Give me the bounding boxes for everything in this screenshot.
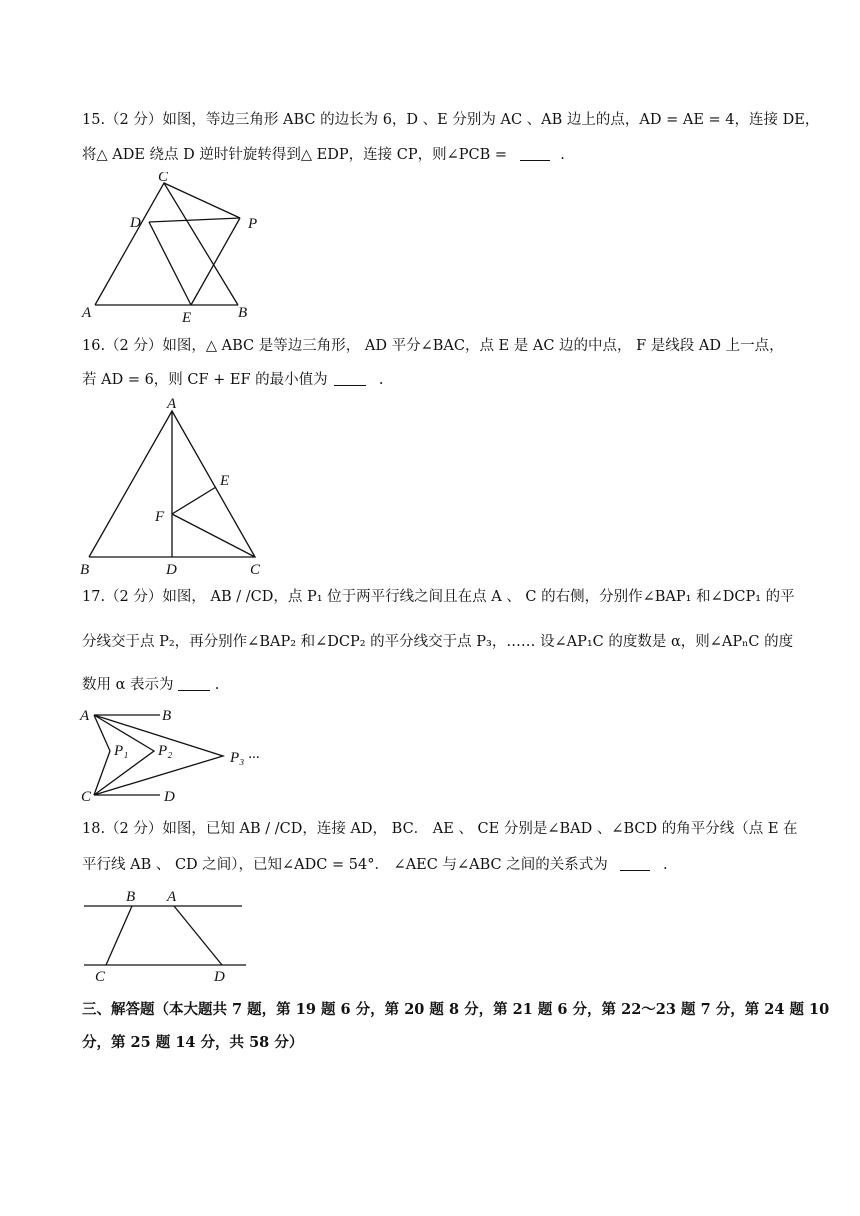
q18-answer-blank[interactable] <box>620 856 650 871</box>
q18-period: . <box>662 857 668 873</box>
q16-label-c: C <box>250 562 261 577</box>
q18-label-d: D <box>214 969 225 985</box>
q17-text-line3 <box>82 675 219 695</box>
q17-text-line1: 17.（2 分）如图， AB / /CD，点 P₁ 位于两平行线之间且在点 A 、 C 的右侧，分别作∠BAP₁ 和∠DCP₁ 的平 <box>82 589 795 605</box>
q18-segment-ad <box>174 906 222 965</box>
q15-label-c: C <box>158 172 169 185</box>
q15-triangle-sides <box>95 183 238 305</box>
q18-label-a: A <box>167 889 177 905</box>
q17-question-text: 数用 α 表示为 <box>82 677 174 693</box>
q16-text-line1: 16.（2 分）如图，△ ABC 是等边三角形， AD 平分∠BAC，点 E 是 AC 边的中点， F 是线段 AD 上一点， <box>82 338 784 354</box>
q17-label-d: D <box>164 789 175 805</box>
q17-period: . <box>214 677 220 693</box>
q16-answer-blank[interactable] <box>334 371 366 386</box>
q18-text-line1: 18.（2 分）如图，已知 AB / /CD，连接 AD， BC． AE 、 CE 分别是∠BAD 、∠BCD 的角平分线（点 E 在 <box>82 821 798 837</box>
q15-text-line1: 15.（2 分）如图，等边三角形 ABC 的边长为 6，D 、E 分别为 AC 、AB 边上的点，AD = AE = 4，连接 DE， <box>82 112 820 128</box>
q15-answer-blank[interactable] <box>520 146 550 161</box>
q15-segment-ep <box>191 218 240 305</box>
q15-figure <box>78 172 278 322</box>
q18-label-b: B <box>126 889 136 905</box>
q17-figure <box>78 700 278 810</box>
q16-period: . <box>378 372 384 388</box>
q15-label-d: D <box>130 215 141 231</box>
q18-text-line2 <box>82 855 668 875</box>
section3-heading-line1: 三、解答题（本大题共 7 题，第 19 题 6 分，第 20 题 8 分，第 21 题 6 分，第 22～23 题 7 分，第 24 题 10 <box>82 1001 830 1018</box>
q17-text-line2: 分线交于点 P₂，再分别作∠BAP₂ 和∠DCP₂ 的平分线交于点 P₃，…… 设∠AP₁C 的度数是 α，则∠APₙC 的度 <box>82 634 794 650</box>
q15-label-p: P <box>248 216 258 232</box>
q17-answer-blank[interactable] <box>178 676 210 691</box>
q16-label-d: D <box>166 562 177 577</box>
q17-label-p3: P₃ ··· <box>230 750 260 766</box>
q17-label-p1: P₁ <box>114 743 129 759</box>
q18-question-text: 平行线 AB 、 CD 之间），已知∠ADC = 54°． ∠AEC 与∠ABC 之间的关系式为 <box>82 857 608 873</box>
q17-label-a: A <box>80 708 90 724</box>
q17-label-b: B <box>162 708 172 724</box>
q18-segment-bc <box>106 906 132 965</box>
q16-label-b: B <box>80 562 90 577</box>
q15-label-e: E <box>182 310 192 322</box>
q15-text-line2 <box>82 145 565 165</box>
q16-question-text: 若 AD = 6，则 CF + EF 的最小值为 <box>82 372 328 388</box>
q15-label-a: A <box>82 305 92 321</box>
q18-label-c: C <box>95 969 106 985</box>
q15-question-text: 将△ ADE 绕点 D 逆时针旋转得到△ EDP，连接 CP，则∠PCB = <box>82 147 507 163</box>
section3-heading-line2: 分，第 25 题 14 分，共 58 分） <box>82 1034 304 1051</box>
q15-label-b: B <box>238 305 248 321</box>
q15-segment-de <box>149 222 191 305</box>
q17-label-p2: P₂ <box>158 743 173 759</box>
q16-label-a: A <box>167 396 177 412</box>
q15-segment-dp <box>149 218 240 222</box>
q16-segment-fe <box>172 487 216 514</box>
q17-label-c: C <box>81 789 92 805</box>
q17-angle-p1 <box>94 715 110 795</box>
q16-figure <box>78 392 278 577</box>
q15-segment-cp <box>164 183 240 218</box>
q16-label-f: F <box>155 509 165 525</box>
q16-text-line2 <box>82 370 384 390</box>
q18-figure <box>78 885 258 985</box>
q16-label-e: E <box>220 473 230 489</box>
q15-period: . <box>560 147 565 163</box>
